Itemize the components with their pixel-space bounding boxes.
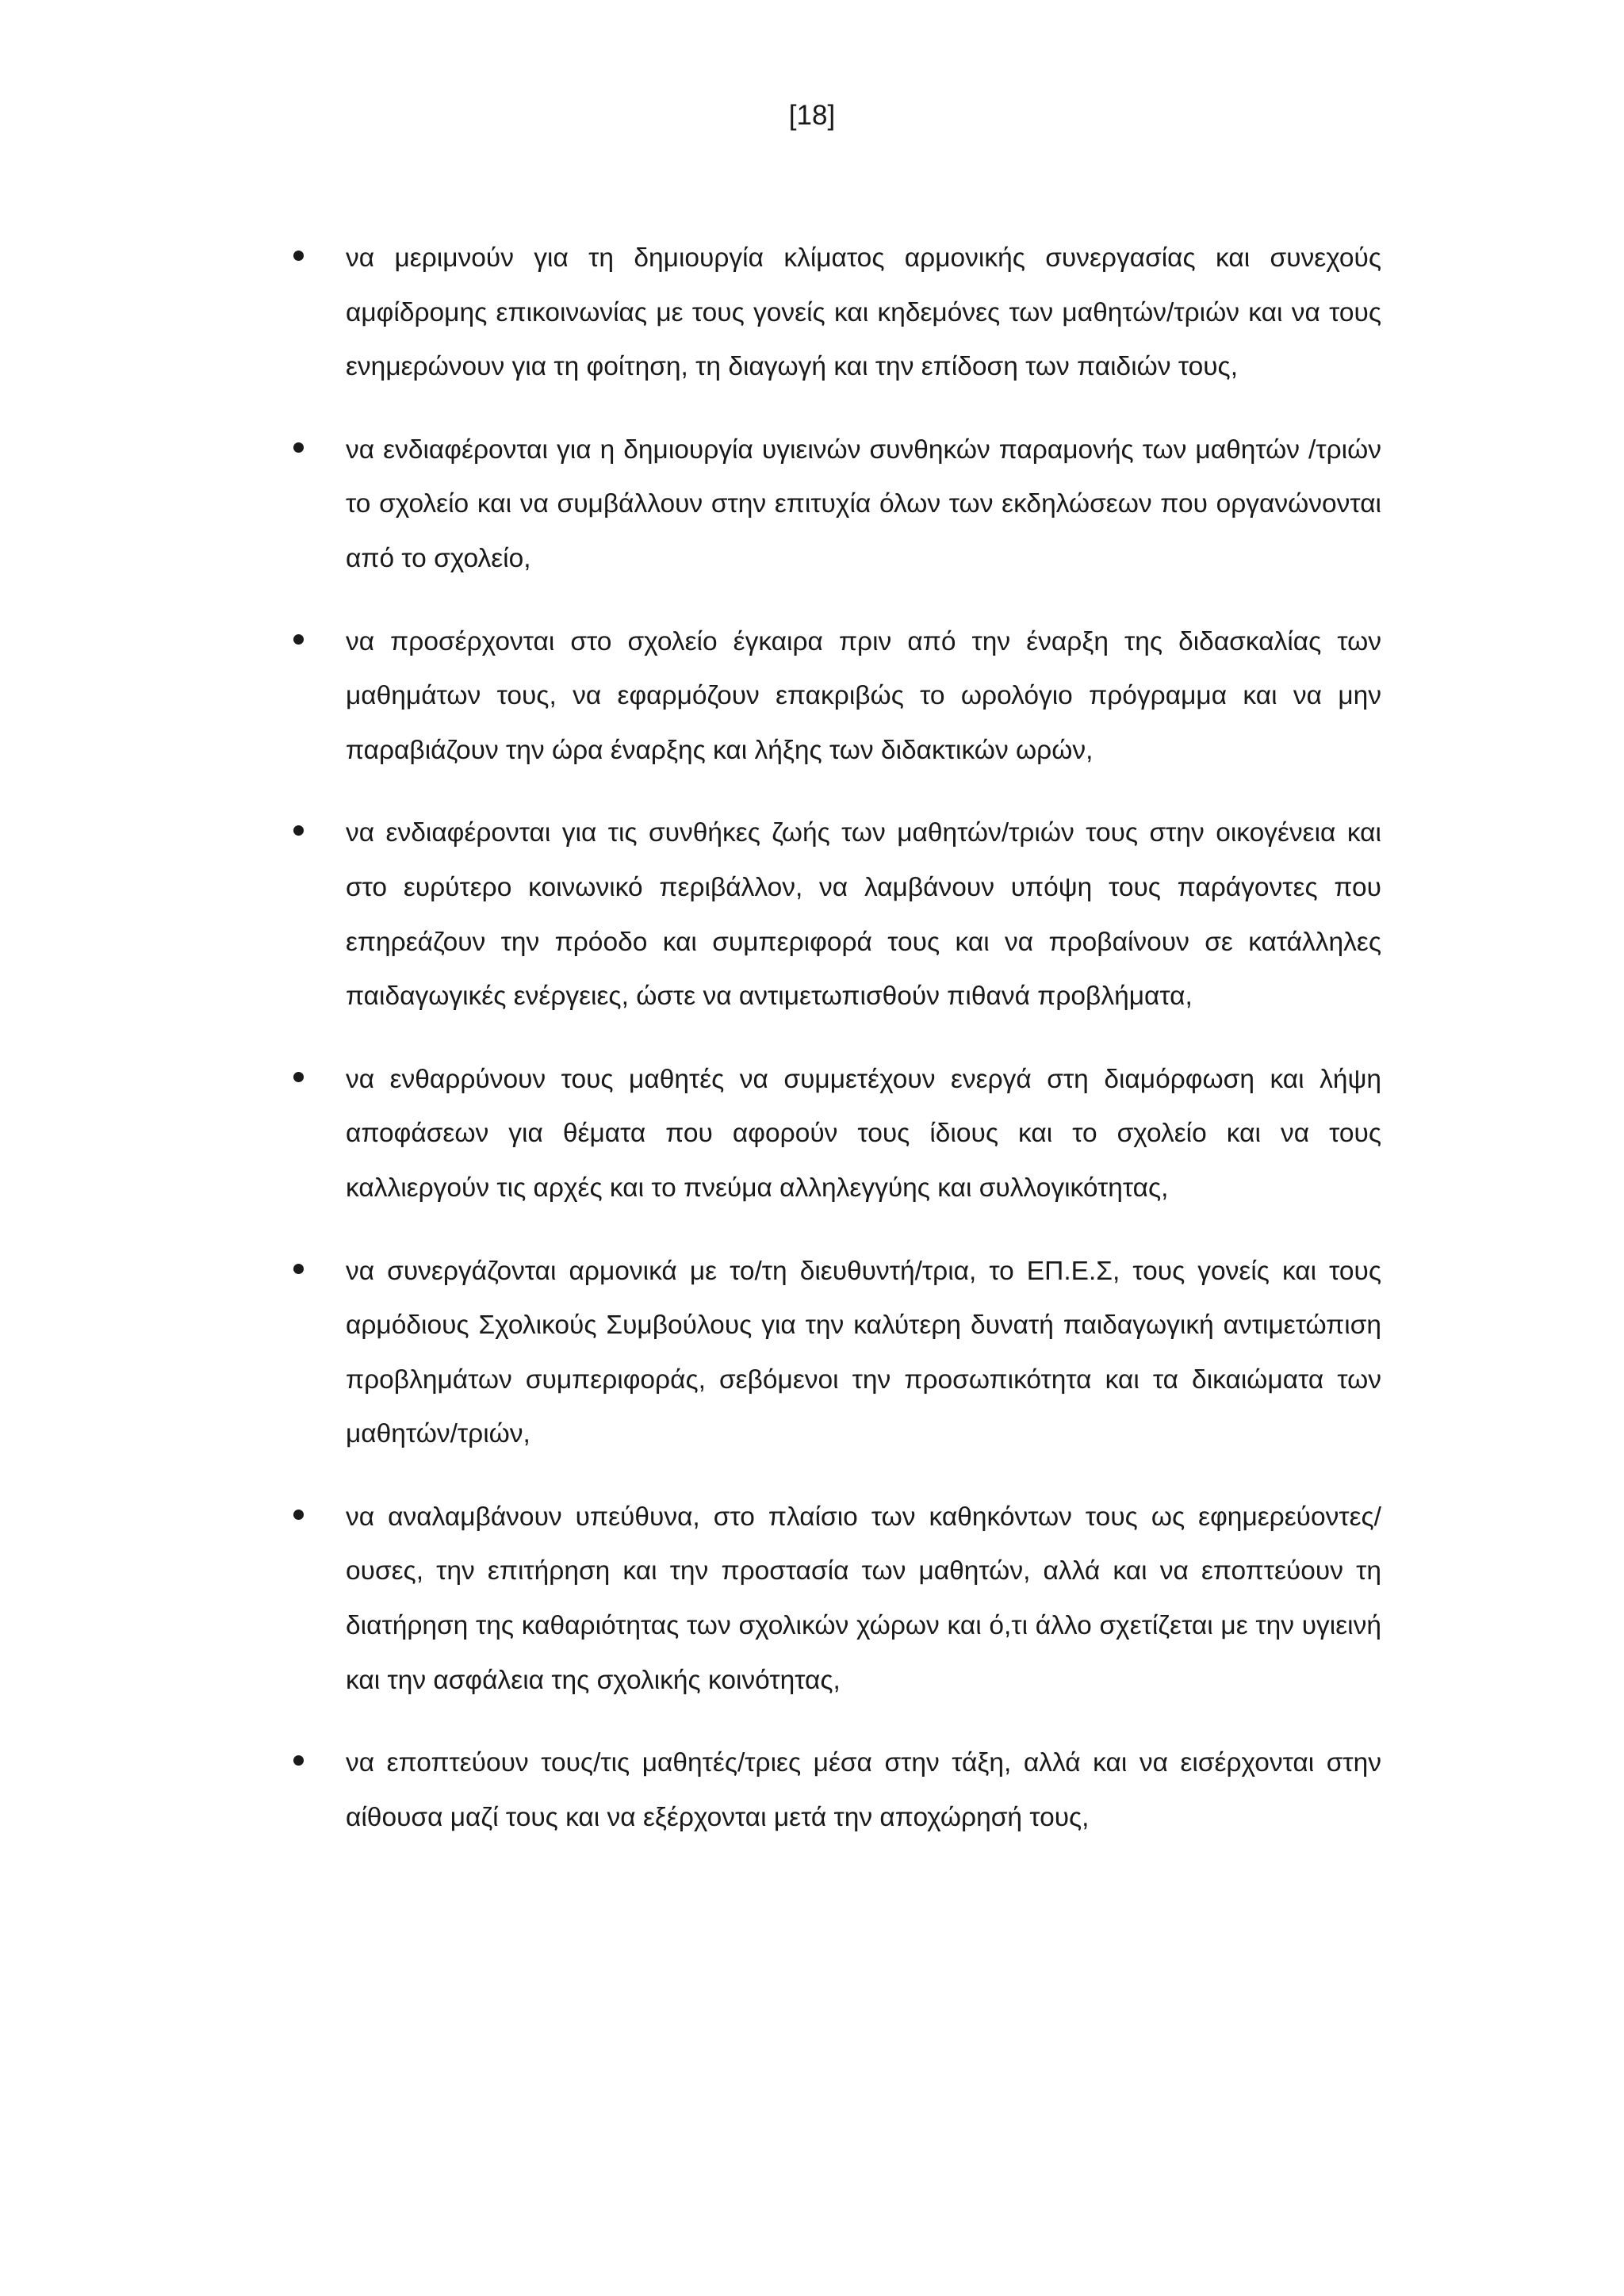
bullet-icon xyxy=(293,634,304,645)
bullet-icon xyxy=(293,1264,304,1274)
bullet-text: να αναλαμβάνουν υπεύθυνα, στο πλαίσιο των καθηκόντων τους ως εφημερεύοντες/ουσες, την επιτήρηση και την προστασία των μαθητών, αλλά και να εποπτεύουν τη διατήρηση της καθαριότητας των σχολικών χώρων και ό,τι άλλο σχετίζεται με την υγιεινή και την ασφάλεια της σχολικής κοινότητας, xyxy=(346,1502,1381,1695)
duties-bullet-list xyxy=(292,232,1381,1873)
bullet-item-2 xyxy=(292,423,1381,587)
bullet-icon xyxy=(293,1755,304,1766)
bullet-text: να μεριμνούν για τη δημιουργία κλίματος αρμονικής συνεργασίας και συνεχούς αμφίδρομης επικοινωνίας με τους γονείς και κηδεμόνες των μαθητών/τριών και να τους ενημερώνουν για τη φοίτηση, τη διαγωγή και την επίδοση των παιδιών τους, xyxy=(346,243,1381,382)
bullet-text: να ενθαρρύνουν τους μαθητές να συμμετέχουν ενεργά στη διαμόρφωση και λήψη αποφάσεων για θέματα που αφορούν τους ίδιους και το σχολείο και να τους καλλιεργούν τις αρχές και το πνεύμα αλληλεγγύης και συλλογικότητας, xyxy=(346,1064,1381,1203)
bullet-text: να εποπτεύουν τους/τις μαθητές/τριες μέσα στην τάξη, αλλά και να εισέρχονται στην αίθουσα μαζί τους και να εξέρχονται μετά την αποχώρησή τους, xyxy=(346,1748,1381,1832)
bullet-text: να προσέρχονται στο σχολείο έγκαιρα πριν από την έναρξη της διδασκαλίας των μαθημάτων τους, να εφαρμόζουν επακριβώς το ωρολόγιο πρόγραμμα και να μην παραβιάζουν την ώρα έναρξης και λήξης των διδακτικών ωρών, xyxy=(346,626,1381,765)
bullet-text: να συνεργάζονται αρμονικά με το/τη διευθυντή/τρια, το ΕΠ.Ε.Σ, τους γονείς και τους αρμόδιους Σχολικούς Συμβούλους για την καλύτερη δυνατή παιδαγωγική αντιμετώπιση προβλημάτων συμπεριφοράς, σεβόμενοι την προσωπικότητα και τα δικαιώματα των μαθητών/τριών, xyxy=(346,1256,1381,1449)
bullet-text: να ενδιαφέρονται για η δημιουργία υγιεινών συνθηκών παραμονής των μαθητών /τριών το σχολείο και να συμβάλλουν στην επιτυχία όλων των εκδηλώσεων που οργανώνονται από το σχολείο, xyxy=(346,434,1381,573)
bullet-item-7 xyxy=(292,1490,1381,1708)
bullet-icon xyxy=(293,442,304,453)
bullet-item-5 xyxy=(292,1053,1381,1216)
bullet-text: να ενδιαφέρονται για τις συνθήκες ζωής των μαθητών/τριών τους στην οικογένεια και στο ευρύτερο κοινωνικό περιβάλλον, να λαμβάνουν υπόψη τους παράγοντες που επηρεάζουν την πρόοδο και συμπεριφορά τους και να προβαίνουν σε κατάλληλες παιδαγωγικές ενέργειες, ώστε να αντιμετωπισθούν πιθανά προβλήματα, xyxy=(346,818,1381,1012)
page-number: [18] xyxy=(788,100,836,131)
bullet-item-4 xyxy=(292,806,1381,1024)
bullet-item-3 xyxy=(292,615,1381,779)
bullet-item-8 xyxy=(292,1736,1381,1845)
bullet-icon xyxy=(293,251,304,261)
bullet-icon xyxy=(293,1072,304,1082)
bullet-icon xyxy=(293,1510,304,1520)
bullet-icon xyxy=(293,825,304,836)
bullet-item-6 xyxy=(292,1245,1381,1462)
bullet-item-1 xyxy=(292,232,1381,395)
